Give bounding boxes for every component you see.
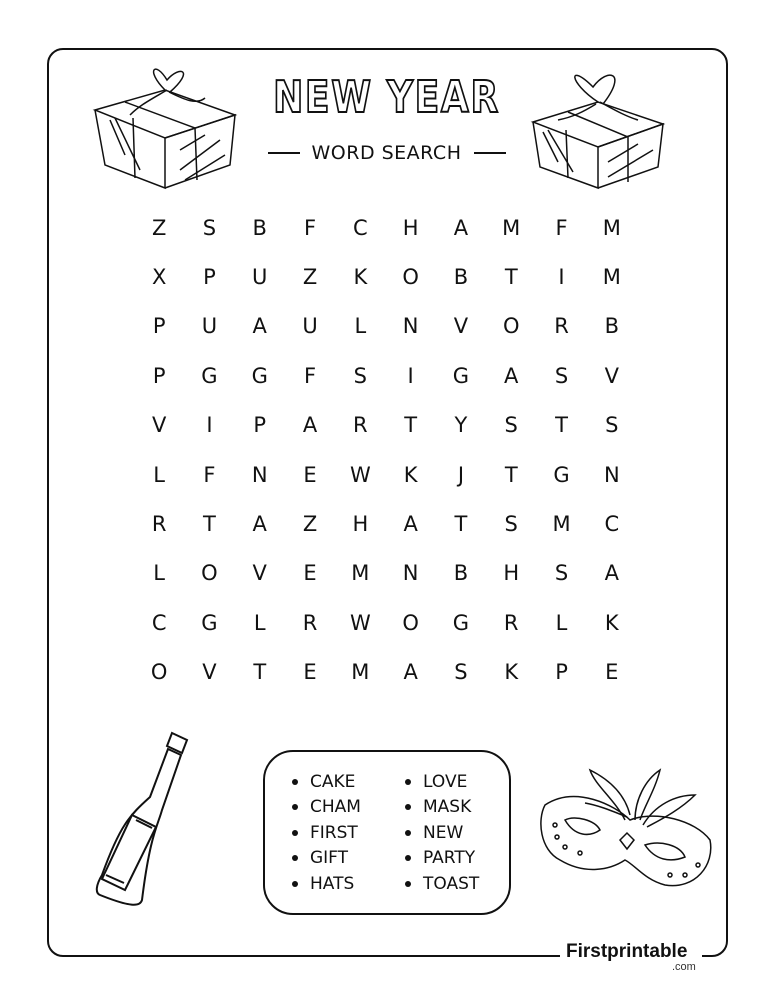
word-label: HATS [310, 873, 355, 894]
grid-letter: S [454, 660, 468, 685]
grid-letter: G [452, 363, 470, 388]
grid-letter: E [303, 462, 317, 487]
grid-letter: O [502, 314, 520, 339]
gift-box-icon [528, 62, 668, 190]
gift-box-icon [85, 60, 245, 190]
grid-letter: S [554, 561, 569, 586]
grid-letter: I [206, 413, 213, 438]
word-label: CAKE [310, 771, 356, 792]
grid-letter: A [453, 215, 469, 240]
word-list-item [292, 820, 405, 846]
grid-letter: L [555, 610, 568, 635]
grid-letter: V [453, 314, 469, 339]
grid-letter: Y [454, 413, 468, 438]
word-label: FIRST [310, 822, 358, 843]
grid-letter: T [504, 462, 518, 487]
word-list-item [292, 846, 405, 872]
bullet-icon [292, 804, 298, 810]
word-list-item [292, 769, 405, 795]
grid-letter: O [402, 610, 419, 635]
grid-letter: T [404, 413, 418, 438]
grid-letter: S [554, 363, 569, 388]
bullet-icon [405, 804, 411, 810]
grid-letter: M [552, 512, 571, 537]
grid-letter: W [349, 610, 371, 635]
champagne-bottle-icon [90, 725, 200, 910]
grid-letter: B [252, 215, 267, 240]
grid-letter: A [504, 363, 519, 388]
grid-letter: G [201, 610, 218, 635]
grid-letter: T [253, 660, 267, 685]
grid-letter: P [555, 660, 568, 685]
grid-letter: L [354, 314, 367, 339]
grid-letter: T [454, 512, 468, 537]
grid-letter: E [303, 660, 317, 685]
grid-letter: P [152, 314, 166, 339]
grid-letter: O [402, 265, 419, 290]
grid-letter: G [553, 462, 570, 487]
grid-letter: G [452, 610, 470, 635]
grid-letter: I [558, 265, 565, 290]
bullet-icon [292, 881, 298, 887]
grid-letter: U [302, 314, 318, 339]
bullet-icon [292, 779, 298, 785]
grid-letter: Z [151, 215, 167, 240]
grid-letter: B [453, 561, 469, 586]
grid-letter: K [604, 610, 619, 635]
word-label: TOAST [423, 873, 480, 894]
letter-grid [134, 203, 637, 697]
grid-letter: J [457, 462, 465, 487]
grid-letter: R [302, 610, 318, 635]
grid-letter: A [403, 512, 418, 537]
grid-letter: W [349, 462, 371, 487]
grid-letter: T [504, 265, 518, 290]
word-list-item [405, 871, 505, 897]
grid-letter: V [604, 363, 619, 388]
grid-letter: O [150, 660, 168, 685]
grid-letter: M [502, 215, 521, 240]
grid-letter: Z [302, 512, 318, 537]
grid-letter: A [302, 413, 318, 438]
grid-letter: B [453, 265, 469, 290]
grid-letter: M [602, 215, 621, 240]
word-list-item [405, 769, 505, 795]
grid-letter: U [201, 314, 218, 339]
grid-letter: U [252, 265, 268, 290]
grid-letter: Z [302, 265, 318, 290]
word-list-item [405, 795, 505, 821]
grid-letter: P [253, 413, 267, 438]
grid-letter: X [151, 265, 167, 290]
grid-letter: S [605, 413, 619, 438]
grid-letter: A [252, 314, 267, 339]
word-list-item [292, 795, 405, 821]
grid-letter: V [252, 561, 267, 586]
grid-letter: H [503, 561, 520, 586]
divider [268, 152, 300, 154]
grid-letter: C [604, 512, 620, 537]
grid-letter: F [303, 215, 317, 240]
grid-letter: A [252, 512, 267, 537]
grid-letter: E [303, 561, 317, 586]
grid-letter: N [402, 314, 419, 339]
grid-letter: K [403, 462, 418, 487]
grid-letter: F [203, 462, 216, 487]
bullet-icon [405, 830, 411, 836]
grid-letter: T [203, 512, 216, 537]
page-title: NEW YEAR [273, 72, 500, 123]
grid-letter: S [504, 512, 518, 537]
grid-letter: I [407, 363, 414, 388]
word-label: LOVE [423, 771, 468, 792]
grid-letter: A [403, 660, 418, 685]
grid-letter: O [201, 561, 218, 586]
word-label: MASK [423, 797, 472, 818]
grid-letter: M [602, 265, 621, 290]
grid-letter: G [201, 363, 218, 388]
word-list [292, 769, 505, 897]
grid-letter: P [203, 265, 216, 290]
grid-letter: S [504, 413, 518, 438]
word-list-item [405, 846, 505, 872]
brand-logo: Firstprintable [566, 941, 688, 962]
grid-letter: R [554, 314, 569, 339]
grid-letter: A [604, 561, 619, 586]
page-subtitle: WORD SEARCH [311, 142, 462, 164]
party-mask-icon [535, 765, 720, 900]
bullet-icon [405, 855, 411, 861]
grid-letter: R [503, 610, 519, 635]
grid-letter: F [555, 215, 568, 240]
word-list-item [405, 820, 505, 846]
grid-letter: G [251, 363, 268, 388]
grid-letter: M [351, 660, 370, 685]
grid-letter: V [202, 660, 217, 685]
brand-domain: .com [672, 961, 696, 973]
divider [474, 152, 506, 154]
grid-letter: C [353, 215, 368, 240]
grid-letter: H [402, 215, 419, 240]
bullet-icon [292, 855, 298, 861]
bullet-icon [405, 779, 411, 785]
grid-letter: S [202, 215, 217, 240]
word-label: CHAM [310, 797, 361, 818]
grid-letter: L [253, 610, 266, 635]
grid-letter: L [153, 561, 165, 586]
bullet-icon [292, 830, 298, 836]
grid-letter: N [251, 462, 268, 487]
grid-letter: C [151, 610, 167, 635]
word-label: GIFT [310, 848, 349, 869]
grid-letter: R [353, 413, 368, 438]
grid-letter: T [555, 413, 568, 438]
word-label: NEW [423, 822, 464, 843]
grid-letter: K [504, 660, 519, 685]
grid-letter: M [351, 561, 370, 586]
grid-letter: B [604, 314, 620, 339]
grid-letter: L [153, 462, 165, 487]
grid-letter: H [352, 512, 369, 537]
grid-letter: P [152, 363, 166, 388]
grid-letter: K [353, 265, 368, 290]
grid-letter: E [605, 660, 619, 685]
word-list-item [292, 871, 405, 897]
grid-letter: R [151, 512, 167, 537]
grid-letter: N [603, 462, 620, 487]
grid-letter: V [151, 413, 167, 438]
grid-letter: N [402, 561, 419, 586]
bullet-icon [405, 881, 411, 887]
grid-letter: F [303, 363, 317, 388]
word-label: PARTY [423, 848, 476, 869]
grid-letter: S [353, 363, 367, 388]
